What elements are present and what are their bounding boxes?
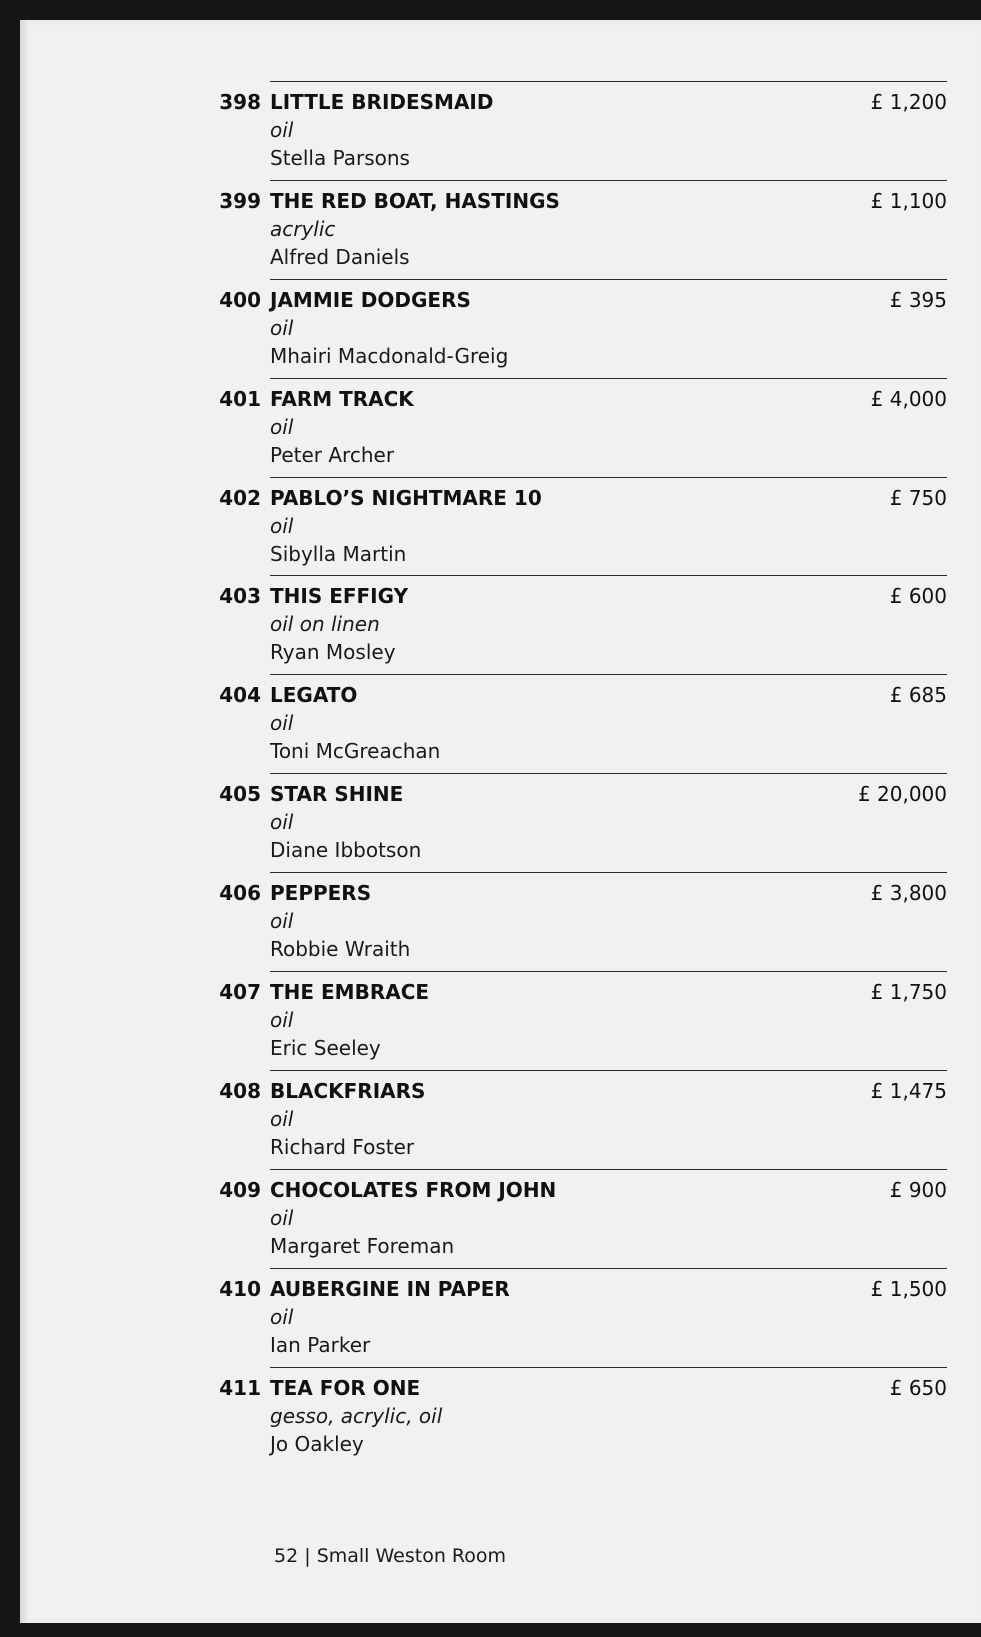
lot-price: £ 3,800 [870, 881, 947, 906]
lot-title: CHOCOLATES FROM JOHN [270, 1177, 557, 1202]
lot-number: 399 [219, 188, 261, 213]
lot-entry [20, 674, 981, 773]
lot-price: £ 1,200 [870, 90, 947, 114]
lot-number: 411 [219, 1375, 261, 1400]
lot-medium: oil [270, 810, 294, 835]
lot-entry [20, 872, 981, 971]
lot-title: BLACKFRIARS [270, 1078, 426, 1103]
lot-title: AUBERGINE IN PAPER [270, 1276, 510, 1301]
section-name: Small Weston Room [316, 1545, 507, 1567]
lot-title: PABLO’S NIGHTMARE 10 [270, 485, 542, 510]
lot-number: 410 [219, 1276, 261, 1301]
lot-artist: Toni McGreachan [270, 739, 441, 764]
lot-artist: Stella Parsons [270, 146, 410, 170]
lot-price: £ 750 [889, 485, 947, 510]
lot-price: £ 650 [889, 1375, 947, 1400]
lot-title: FARM TRACK [270, 386, 414, 411]
lot-entry [20, 971, 981, 1070]
lot-number: 402 [219, 485, 261, 510]
lot-title: STAR SHINE [270, 782, 404, 807]
lot-medium: oil [270, 1304, 294, 1329]
lot-artist: Diane Ibbotson [270, 838, 422, 863]
entry-divider [270, 81, 947, 82]
entry-divider [270, 1070, 947, 1071]
lot-price: £ 395 [889, 287, 947, 312]
entry-divider [270, 378, 947, 379]
lot-artist: Margaret Foreman [270, 1233, 455, 1258]
lot-title: THE EMBRACE [270, 980, 430, 1005]
lot-entry [20, 1169, 981, 1268]
lot-price: £ 900 [889, 1177, 947, 1202]
lot-price: £ 20,000 [857, 782, 947, 807]
lot-artist: Alfred Daniels [270, 244, 410, 269]
lot-medium: oil [270, 711, 294, 736]
lot-artist: Eric Seeley [270, 1036, 381, 1061]
lot-number: 404 [219, 683, 261, 708]
entry-divider [270, 575, 947, 576]
lot-price: £ 4,000 [870, 386, 947, 411]
lot-medium: oil on linen [270, 612, 380, 637]
lot-artist: Ian Parker [270, 1332, 371, 1357]
lot-title: THIS EFFIGY [270, 584, 409, 609]
lot-medium: oil [270, 1106, 294, 1131]
lot-number: 406 [219, 881, 261, 906]
entry-divider [270, 1169, 947, 1170]
page-footer [274, 1545, 506, 1567]
lot-medium: oil [270, 118, 294, 142]
lot-artist: Peter Archer [270, 442, 395, 467]
lot-artist: Robbie Wraith [270, 937, 411, 962]
entry-divider [270, 971, 947, 972]
lot-list [20, 81, 981, 1465]
lot-price: £ 1,475 [870, 1078, 947, 1103]
lot-medium: oil [270, 315, 294, 340]
lot-number: 407 [219, 980, 261, 1005]
lot-medium: oil [270, 909, 294, 934]
entry-divider [270, 773, 947, 774]
lot-price: £ 1,100 [870, 188, 947, 213]
lot-title: PEPPERS [270, 881, 372, 906]
lot-artist: Sibylla Martin [270, 541, 407, 566]
lot-entry [20, 1268, 981, 1367]
lot-price: £ 600 [889, 584, 947, 609]
lot-number: 409 [219, 1177, 261, 1202]
entry-divider [270, 180, 947, 181]
lot-artist: Mhairi Macdonald-Greig [270, 343, 509, 368]
lot-number: 401 [219, 386, 261, 411]
lot-title: THE RED BOAT, HASTINGS [270, 188, 560, 213]
lot-number: 403 [219, 584, 261, 609]
lot-entry [20, 575, 981, 674]
entry-divider [270, 674, 947, 675]
footer-separator: | [304, 1545, 311, 1567]
lot-entry [20, 477, 981, 576]
lot-number: 400 [219, 287, 261, 312]
entry-divider [270, 1268, 947, 1269]
lot-artist: Richard Foster [270, 1134, 415, 1159]
lot-title: JAMMIE DODGERS [270, 287, 471, 312]
lot-price: £ 685 [889, 683, 947, 708]
lot-medium: oil [270, 513, 294, 538]
lot-title: LEGATO [270, 683, 358, 708]
catalogue-page [20, 20, 981, 1623]
lot-artist: Ryan Mosley [270, 640, 396, 665]
lot-price: £ 1,500 [870, 1276, 947, 1301]
lot-artist: Jo Oakley [270, 1431, 364, 1456]
lot-medium: oil [270, 414, 294, 439]
lot-price: £ 1,750 [870, 980, 947, 1005]
entry-divider [270, 279, 947, 280]
page-number: 52 [274, 1545, 299, 1567]
lot-medium: acrylic [270, 216, 336, 241]
lot-entry [20, 81, 981, 180]
lot-entry [20, 180, 981, 279]
lot-medium: gesso, acrylic, oil [270, 1403, 443, 1428]
lot-number: 408 [219, 1078, 261, 1103]
lot-medium: oil [270, 1205, 294, 1230]
lot-entry [20, 1070, 981, 1169]
lot-entry [20, 378, 981, 477]
lot-number: 405 [219, 782, 261, 807]
lot-title: TEA FOR ONE [270, 1375, 421, 1400]
lot-entry [20, 279, 981, 378]
entry-divider [270, 872, 947, 873]
lot-number: 398 [219, 90, 261, 114]
lot-entry [20, 1367, 981, 1466]
lot-medium: oil [270, 1008, 294, 1033]
lot-entry [20, 773, 981, 872]
entry-divider [270, 477, 947, 478]
entry-divider [270, 1367, 947, 1368]
lot-title: LITTLE BRIDESMAID [270, 90, 494, 114]
